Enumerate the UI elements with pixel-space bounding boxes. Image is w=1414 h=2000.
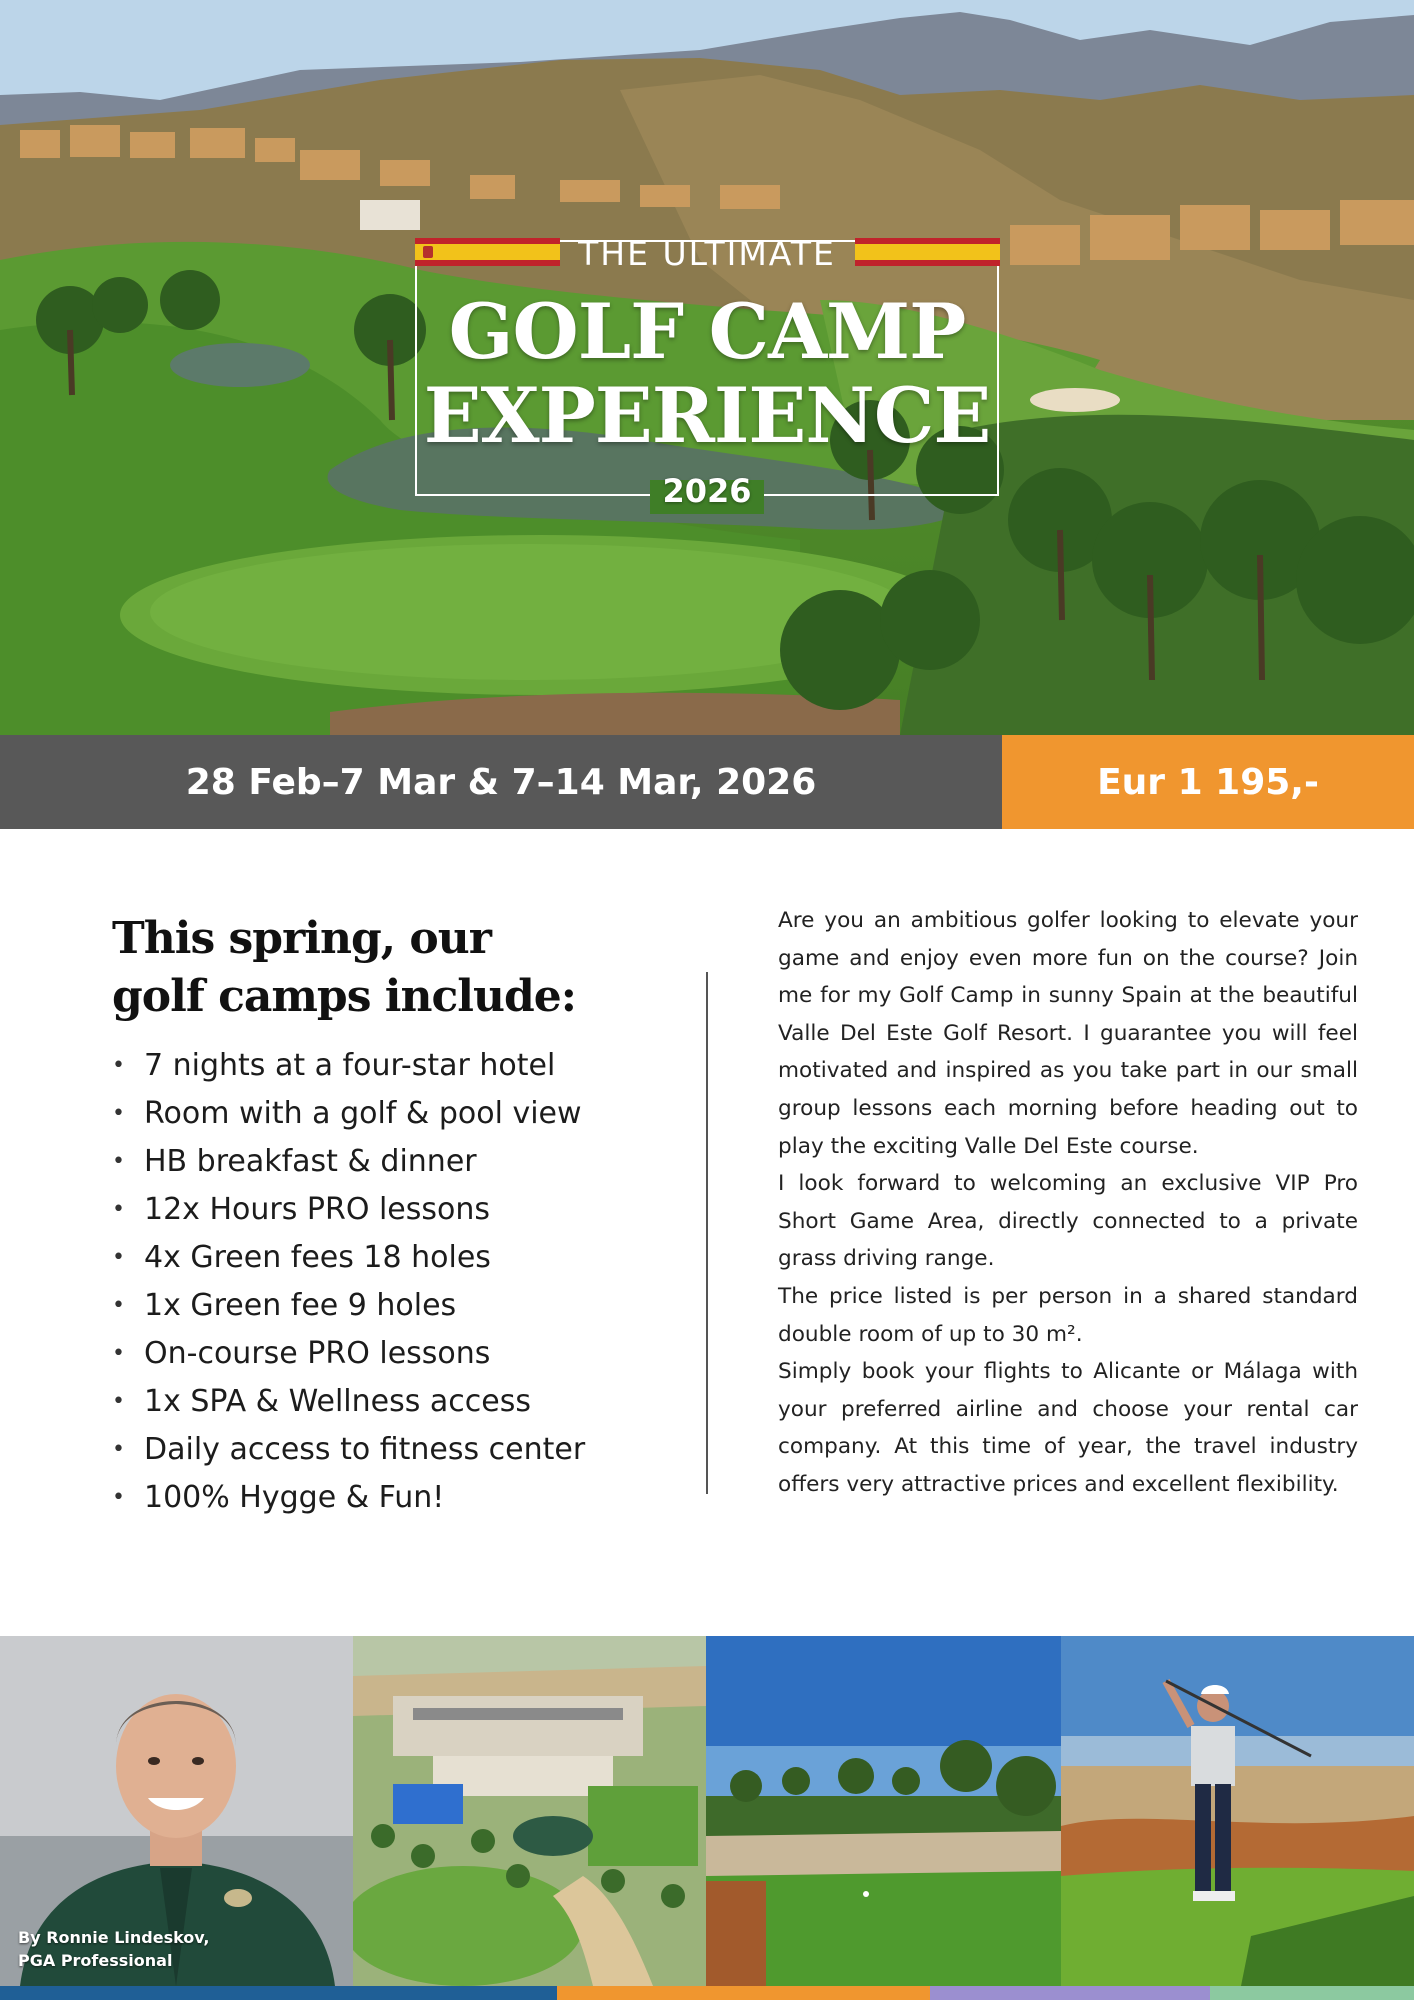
camp-price: Eur 1 195,- (1097, 761, 1319, 803)
hero-banner (0, 0, 1414, 735)
hero-kicker: THE ULTIMATE (578, 234, 836, 273)
author-credit (18, 1926, 338, 1972)
list-item: • HB breakfast & dinner (112, 1138, 632, 1186)
list-item: • 100% Hygge & Fun! (112, 1474, 632, 1522)
description-text (778, 902, 1358, 1504)
bullet-icon: • (112, 1341, 125, 1366)
hero-year: 2026 (662, 472, 752, 510)
list-item: • 12x Hours PRO lessons (112, 1186, 632, 1234)
list-item: • 1x Green fee 9 holes (112, 1282, 632, 1330)
list-item: • On-course PRO lessons (112, 1330, 632, 1378)
author-title: PGA Professional (18, 1951, 173, 1970)
stripe-orange (557, 1986, 930, 2000)
hero-title-line2: EXPERIENCE (423, 371, 991, 460)
course-tee-photo (706, 1636, 1061, 1986)
list-item: • Room with a golf & pool view (112, 1090, 632, 1138)
price-bar (1002, 735, 1414, 829)
author-name: By Ronnie Lindeskov, (18, 1928, 210, 1947)
column-divider (706, 972, 708, 1494)
hero-title (415, 287, 999, 460)
bullet-icon: • (112, 1053, 125, 1078)
description-paragraph: The price listed is per person in a shared standard double room of up to 30 m². (778, 1283, 1358, 1347)
stripe-green (1210, 1986, 1414, 2000)
list-item: • 7 nights at a four-star hotel (112, 1042, 632, 1090)
spain-flag-right-icon (855, 238, 1000, 266)
camp-dates: 28 Feb–7 Mar & 7–14 Mar, 2026 (185, 761, 817, 803)
includes-list (112, 1042, 632, 1522)
list-item: • Daily access to fitness center (112, 1426, 632, 1474)
resort-aerial-photo (353, 1636, 706, 1986)
bullet-icon: • (112, 1149, 125, 1174)
description-paragraph: I look forward to welcoming an exclusive VIP Pro Short Game Area, directly connected to a private grass driving range. (778, 1171, 1358, 1272)
bullet-icon: • (112, 1197, 125, 1222)
bullet-icon: • (112, 1485, 125, 1510)
list-item: • 4x Green fees 18 holes (112, 1234, 632, 1282)
bullet-icon: • (112, 1101, 125, 1126)
spain-flag-left-icon (415, 238, 560, 266)
dates-bar (0, 735, 1002, 829)
stripe-blue (0, 1986, 557, 2000)
bullet-icon: • (112, 1245, 125, 1270)
golfer-swing-photo (1061, 1636, 1414, 1986)
includes-heading-line1: This spring, our (112, 913, 491, 964)
list-item: • 1x SPA & Wellness access (112, 1378, 632, 1426)
description-paragraph: Are you an ambitious golfer looking to elevate your game and enjoy even more fun on the course? Join me for my Golf Camp in sunny Spain at the beautiful Valle Del Este Golf Resort. I guarantee you will feel motivated and inspired as you take part in our small group lessons each morning before heading out to play the exciting Valle Del Este course. (778, 908, 1358, 1159)
description-paragraph: Simply book your flights to Alicante or Málaga with your preferred airline and choose your rental car company. At this time of year, the travel industry offers very attractive prices and excellent flexibility. (778, 1359, 1358, 1497)
stripe-purple (930, 1986, 1210, 2000)
hero-title-line1: GOLF CAMP (448, 287, 966, 376)
bullet-icon: • (112, 1389, 125, 1414)
includes-heading-line2: golf camps include: (112, 971, 576, 1022)
bullet-icon: • (112, 1293, 125, 1318)
bullet-icon: • (112, 1437, 125, 1462)
includes-heading (112, 910, 632, 1026)
